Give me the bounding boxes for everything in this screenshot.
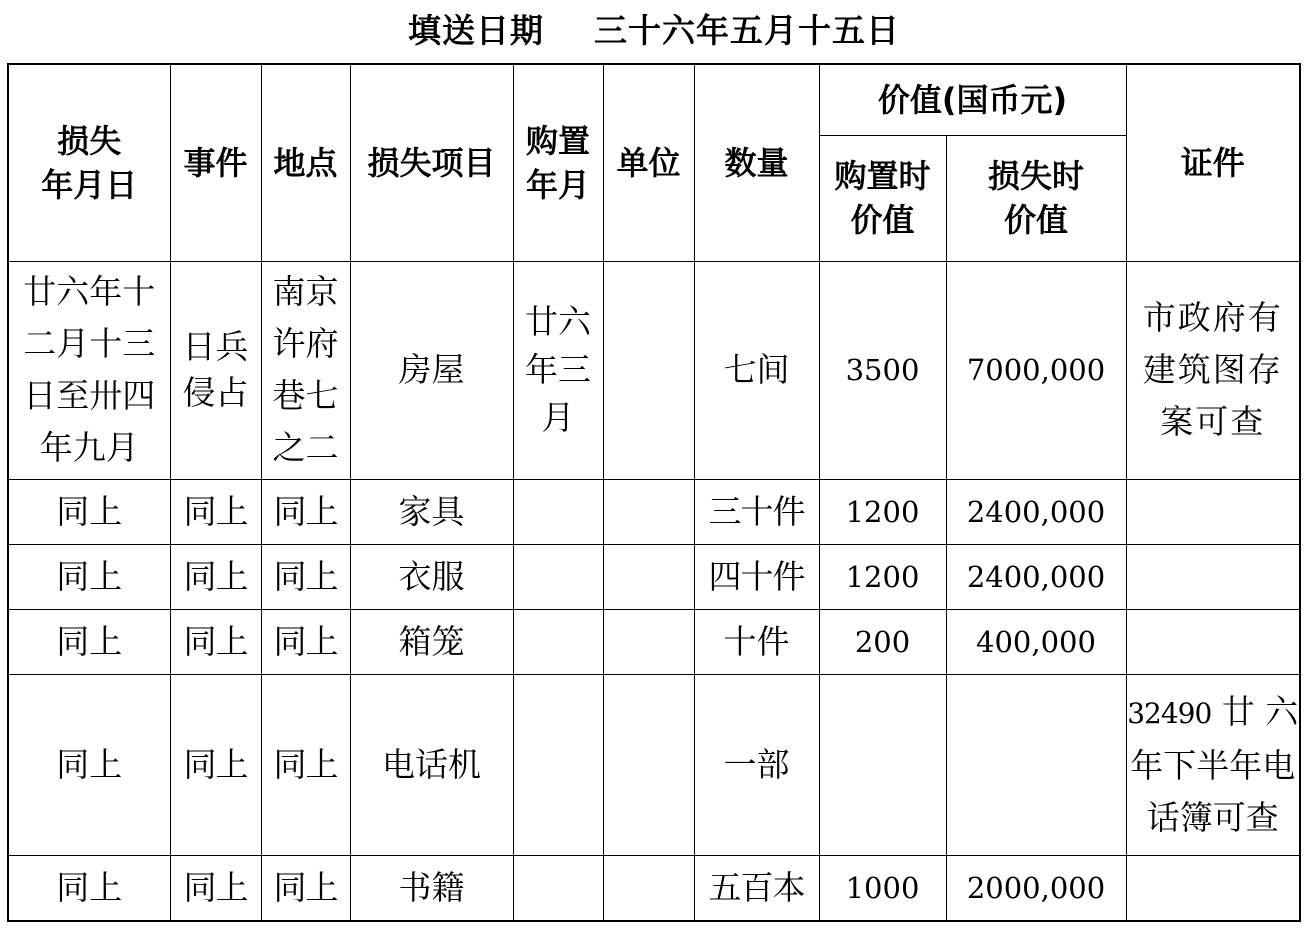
cell-quantity: 四十件 xyxy=(694,544,819,609)
cell-purchase-date xyxy=(513,855,603,921)
cell-value-at-loss: 2000,000 xyxy=(946,855,1126,921)
cell-place: 同上 xyxy=(261,544,350,609)
cell-value-at-purchase: 200 xyxy=(819,609,946,674)
cell-loss-item: 书籍 xyxy=(350,855,513,921)
loss-table xyxy=(7,63,1301,922)
table-row xyxy=(8,674,1300,855)
cell-loss-item: 房屋 xyxy=(350,261,513,479)
cell-unit xyxy=(603,609,694,674)
cell-place: 同上 xyxy=(261,479,350,544)
cell-purchase-date: 廿六 年三 月 xyxy=(513,261,603,479)
cell-value-at-loss: 7000,000 xyxy=(946,261,1126,479)
cell-loss-date: 同上 xyxy=(8,609,170,674)
header-purchase-date: 购置 年月 xyxy=(513,64,603,261)
cell-unit xyxy=(603,855,694,921)
cell-loss-date: 同上 xyxy=(8,479,170,544)
cell-value-at-purchase xyxy=(819,674,946,855)
header-unit: 单位 xyxy=(603,64,694,261)
cell-value-at-purchase: 1200 xyxy=(819,479,946,544)
cell-certificate xyxy=(1126,674,1300,855)
cell-loss-item: 衣服 xyxy=(350,544,513,609)
cell-quantity: 五百本 xyxy=(694,855,819,921)
cell-place: 同上 xyxy=(261,609,350,674)
certificate-number: 32490 xyxy=(1127,696,1212,730)
cell-value-at-loss xyxy=(946,674,1126,855)
cell-certificate xyxy=(1126,855,1300,921)
cell-loss-date: 同上 xyxy=(8,674,170,855)
cell-purchase-date xyxy=(513,609,603,674)
cell-unit xyxy=(603,479,694,544)
cell-unit xyxy=(603,261,694,479)
cell-value-at-purchase: 1000 xyxy=(819,855,946,921)
cell-certificate xyxy=(1126,544,1300,609)
cell-purchase-date xyxy=(513,479,603,544)
cell-certificate xyxy=(1126,479,1300,544)
cell-quantity: 一部 xyxy=(694,674,819,855)
table-row xyxy=(8,855,1300,921)
cell-certificate xyxy=(1126,609,1300,674)
cell-value-at-loss: 2400,000 xyxy=(946,479,1126,544)
cell-value-at-purchase: 1200 xyxy=(819,544,946,609)
cell-event: 同上 xyxy=(170,544,261,609)
header-certificate: 证件 xyxy=(1126,64,1300,261)
header-value-at-loss: 损失时 价值 xyxy=(946,135,1126,261)
cell-unit xyxy=(603,544,694,609)
table-row xyxy=(8,544,1300,609)
cell-purchase-date xyxy=(513,674,603,855)
form-title: 填送日期 三十六年五月十五日 xyxy=(408,11,900,50)
certificate-text: 廿 六 年下半年电 话簿可查 xyxy=(1130,691,1299,837)
cell-place: 同上 xyxy=(261,855,350,921)
cell-loss-date: 同上 xyxy=(8,544,170,609)
cell-quantity: 三十件 xyxy=(694,479,819,544)
cell-event: 同上 xyxy=(170,674,261,855)
cell-loss-item: 家具 xyxy=(350,479,513,544)
cell-quantity: 十件 xyxy=(694,609,819,674)
header-value-group: 价值(国币元) xyxy=(819,64,1126,135)
cell-certificate: 市政府有 建筑图存 案可查 xyxy=(1126,261,1300,479)
cell-event: 同上 xyxy=(170,855,261,921)
table-row xyxy=(8,261,1300,479)
header-place: 地点 xyxy=(261,64,350,261)
cell-event: 同上 xyxy=(170,479,261,544)
cell-value-at-loss: 400,000 xyxy=(946,609,1126,674)
cell-loss-item: 箱笼 xyxy=(350,609,513,674)
cell-place: 南京 许府 巷七 之二 xyxy=(261,261,350,479)
cell-value-at-loss: 2400,000 xyxy=(946,544,1126,609)
header-event: 事件 xyxy=(170,64,261,261)
cell-quantity: 七间 xyxy=(694,261,819,479)
header-value-at-purchase: 购置时 价值 xyxy=(819,135,946,261)
cell-loss-date: 廿六年十 二月十三 日至卅四 年九月 xyxy=(8,261,170,479)
header-loss-item: 损失项目 xyxy=(350,64,513,261)
header-loss-date: 损失 年月日 xyxy=(8,64,170,261)
cell-event: 同上 xyxy=(170,609,261,674)
cell-event: 日兵 侵占 xyxy=(170,261,261,479)
cell-unit xyxy=(603,674,694,855)
table-row xyxy=(8,609,1300,674)
cell-loss-item: 电话机 xyxy=(350,674,513,855)
header-quantity: 数量 xyxy=(694,64,819,261)
cell-place: 同上 xyxy=(261,674,350,855)
cell-purchase-date xyxy=(513,544,603,609)
table-row xyxy=(8,479,1300,544)
cell-loss-date: 同上 xyxy=(8,855,170,921)
cell-value-at-purchase: 3500 xyxy=(819,261,946,479)
